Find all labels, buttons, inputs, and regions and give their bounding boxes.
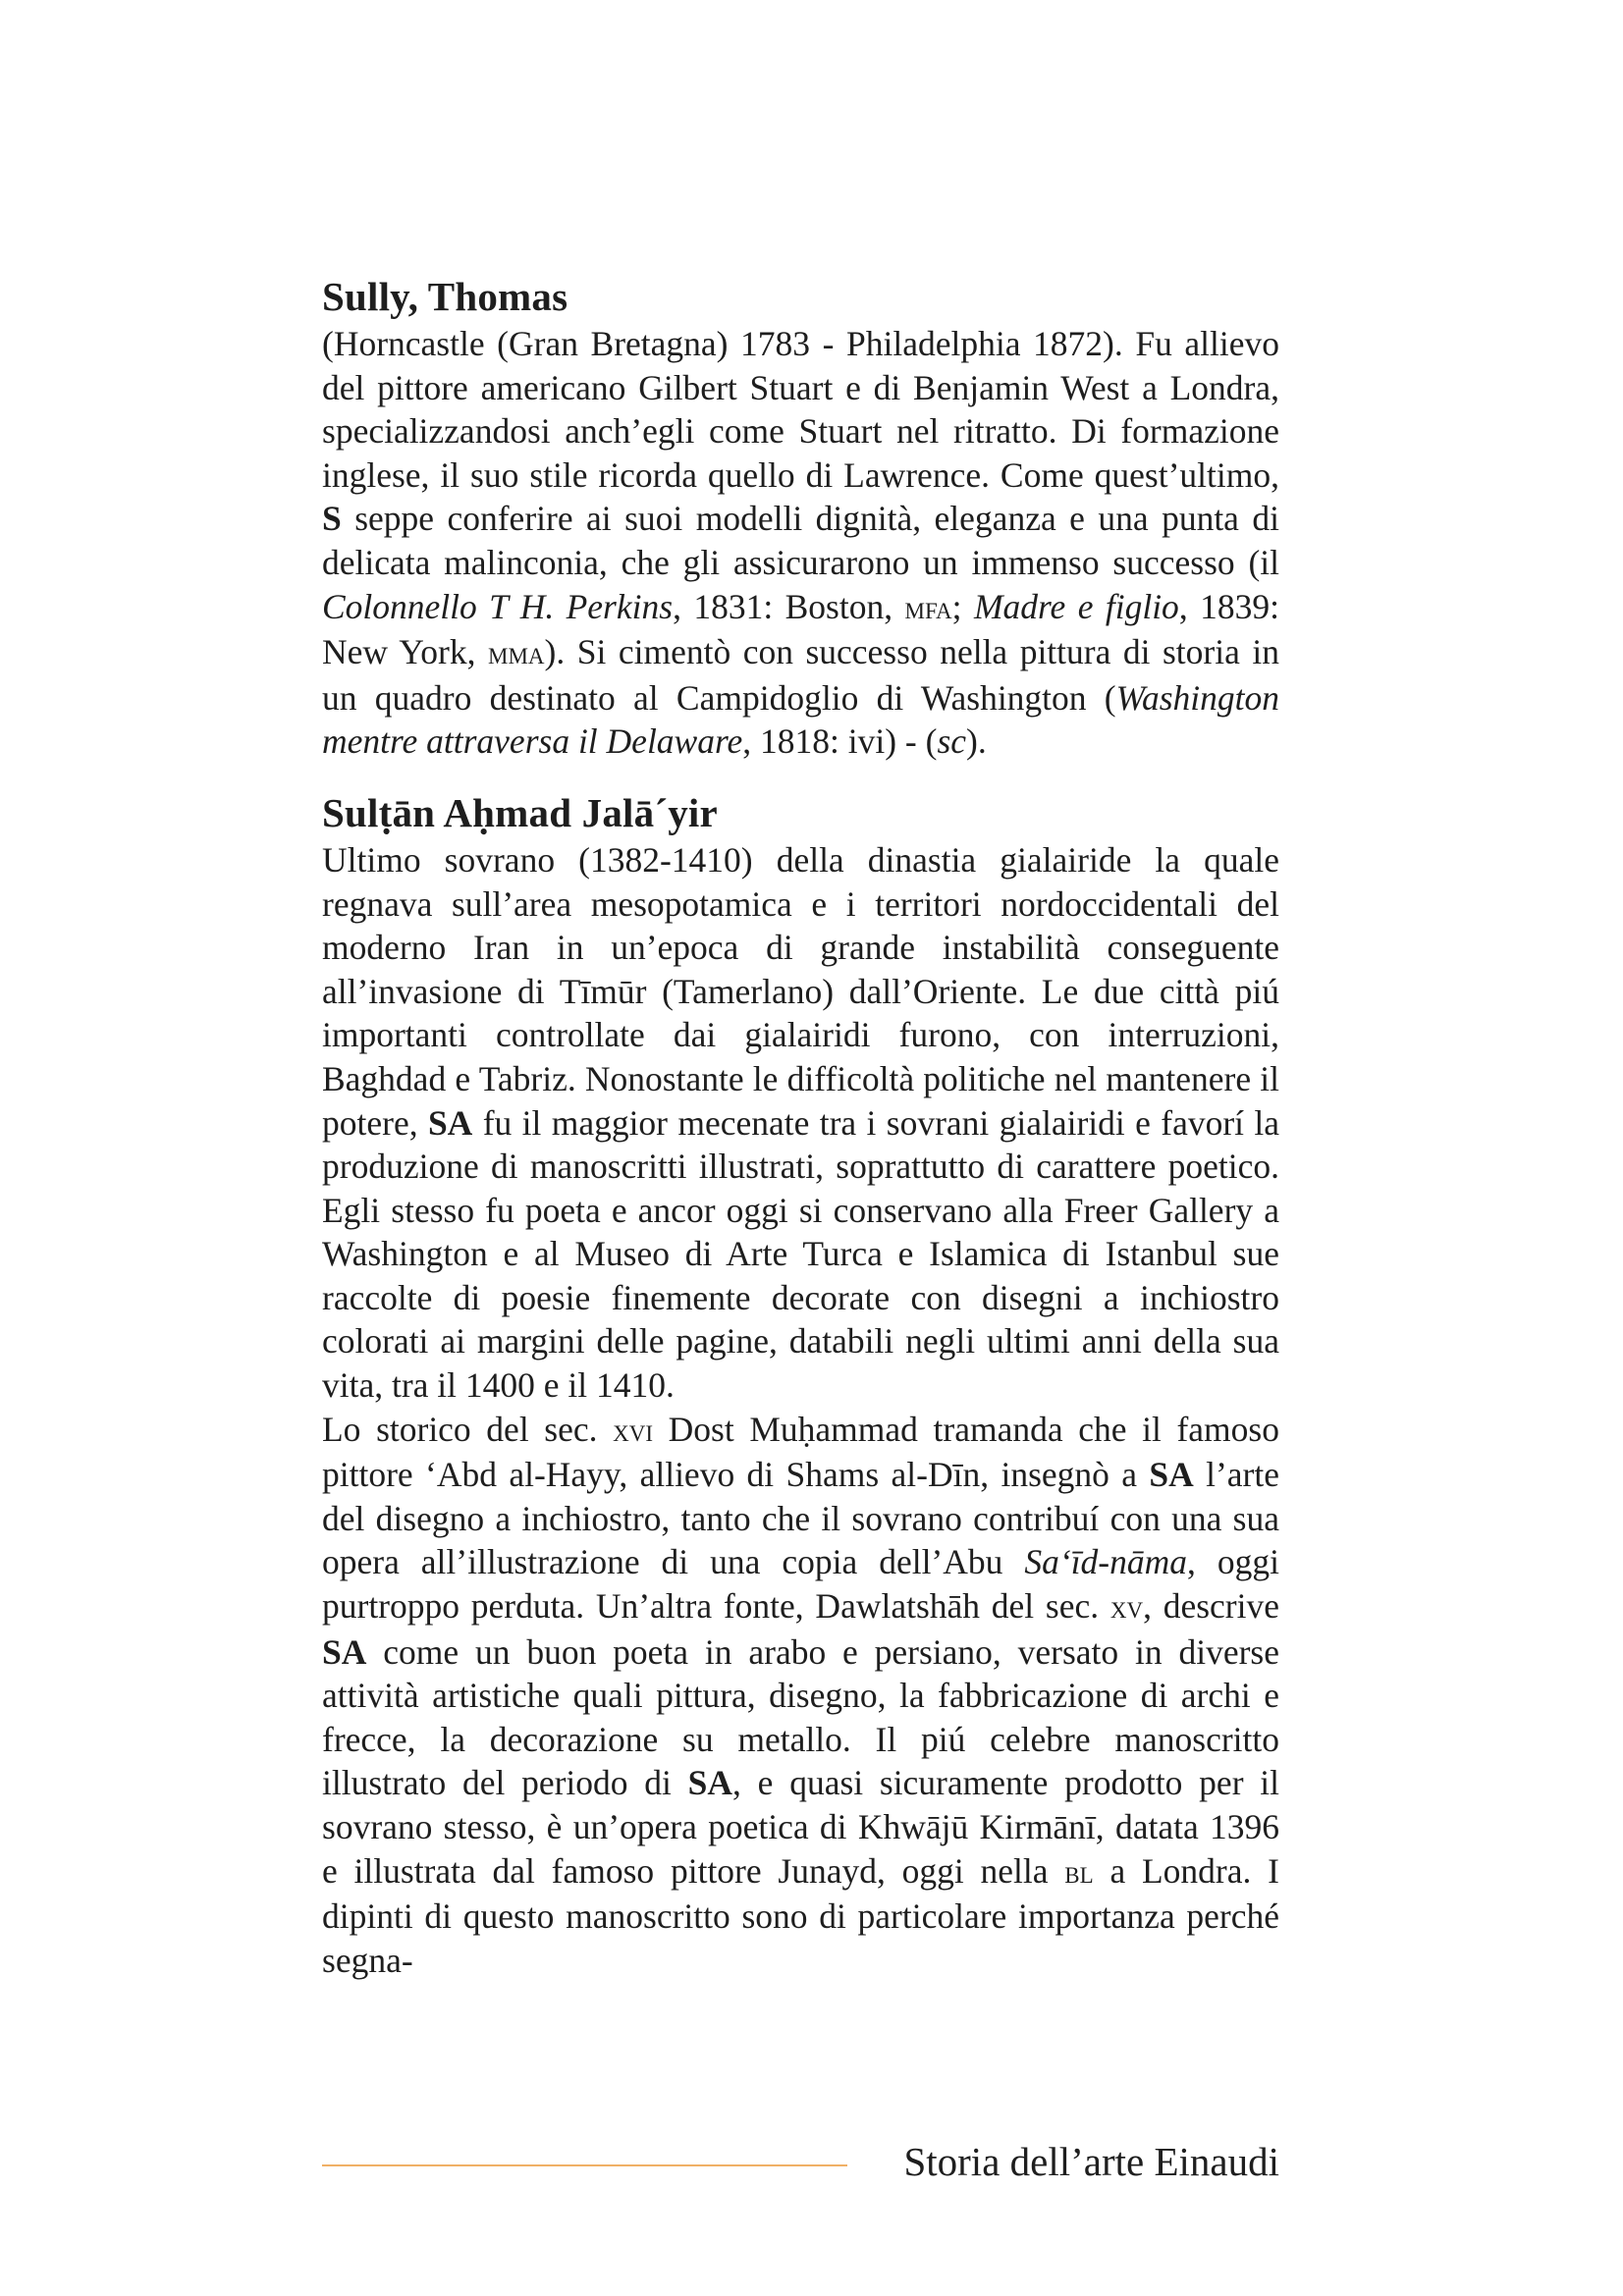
smallcaps-abbrev: bl xyxy=(1064,1854,1094,1891)
footer-publisher: Storia dell’arte Einaudi xyxy=(903,2139,1279,2184)
italic-title: Madre e figlio xyxy=(973,586,1179,626)
text-run: Dost Muḥammad tramanda che il famoso pittore ‘Abd al-Hayy, allievo di Shams al-Dīn, insegnò a xyxy=(322,1409,1279,1495)
text-run: (Horncastle (Gran Bretagna) 1783 - Philadelphia 1872). Fu allievo del pittore americano Gilbert Stuart e di Benjamin West a Londra, specializzandosi anch’egli come Stuart nel ritratto. Di formazione inglese, il suo stile ricorda quello di Lawrence. Come quest’ultimo, xyxy=(322,324,1279,495)
entry-sully-thomas xyxy=(322,273,1279,764)
smallcaps-abbrev: mfa xyxy=(904,590,952,626)
text-run: ). xyxy=(966,721,987,762)
text-run: l’arte del disegno a inchiostro, tanto che il sovrano contribuí con una sua opera all’illustrazione di una copia dell’Abu xyxy=(322,1455,1280,1582)
page-footer xyxy=(322,2095,1279,2184)
smallcaps-abbrev: mma xyxy=(488,636,545,672)
text-run: , 1839: New York, xyxy=(322,586,1279,672)
italic-title: Washington mentre attraversa il Delaware xyxy=(322,677,1279,762)
italic-title: sc xyxy=(937,721,967,762)
entry-title: Sully, Thomas xyxy=(322,274,568,319)
footer-divider xyxy=(322,2164,847,2166)
page-content xyxy=(322,273,1279,2007)
text-run: ). Si cimentò con successo nella pittura di storia in un quadro destinato al Campidoglio di Washington ( xyxy=(322,632,1279,718)
text-run: , oggi purtroppo perduta. Un’altra fonte, Dawlatshāh del sec. xyxy=(322,1542,1279,1627)
bold-abbrev: S xyxy=(322,499,342,539)
text-run: , e quasi sicuramente prodotto per il sovrano stesso, è un’opera poetica di Khwājū Kirmānī, datata 1396 e illustrata dal famoso pittore Junayd, oggi nella xyxy=(322,1763,1279,1891)
italic-title: Sa‘īd-nāma xyxy=(1024,1542,1188,1582)
paragraph xyxy=(322,838,1279,1408)
italic-title: Colonnello T H. Perkins xyxy=(322,586,674,626)
entry-title: Sulṭān Aḥmad Jalā´yir xyxy=(322,789,718,835)
text-run: come un buon poeta in arabo e persiano, versato in diverse attività artistiche quali pittura, disegno, la fabbricazione di archi e frecce, la decorazione su metallo. Il piú celebre manoscritto illustrato del periodo di xyxy=(322,1631,1279,1803)
entry-body xyxy=(322,838,1279,1982)
text-run: a Londra. I dipinti di questo manoscritto sono di particolare importanza perché segna- xyxy=(322,1850,1279,1980)
text-run: Ultimo sovrano (1382-1410) della dinastia gialairide la quale regnava sull’area mesopotamica e i territori nordoccidentali del moderno Iran in un’epoca di grande instabilità conseguente all’invasione di Tīmūr (Tamerlano) dall’Oriente. Le due città piú importanti controllate dai gialairidi furono, con interruzioni, Baghdad e Tabriz. Nonostante le difficoltà politiche nel mantenere il potere, xyxy=(322,839,1279,1143)
text-run: ; xyxy=(951,586,974,626)
text-run: Lo storico del sec. xyxy=(322,1409,614,1449)
text-run: , 1818: ivi) - ( xyxy=(742,721,938,762)
text-run: , 1831: Boston, xyxy=(673,586,905,626)
entry-body xyxy=(322,322,1279,764)
paragraph xyxy=(322,322,1279,764)
bold-abbrev: SA xyxy=(427,1102,473,1143)
bold-abbrev: SA xyxy=(1149,1455,1194,1495)
paragraph xyxy=(322,1408,1279,1983)
text-run: , descrive xyxy=(1143,1586,1279,1627)
smallcaps-abbrev: xvi xyxy=(613,1413,654,1449)
bold-abbrev: SA xyxy=(322,1631,367,1672)
smallcaps-abbrev: xv xyxy=(1109,1590,1144,1627)
entry-sultan-ahmad-jalayir xyxy=(322,789,1279,1982)
text-run: seppe conferire ai suoi modelli dignità, eleganza e una punta di delicata malinconia, che gli assicurarono un immenso successo (il xyxy=(322,499,1279,582)
bold-abbrev: SA xyxy=(687,1763,733,1803)
text-run: fu il maggior mecenate tra i sovrani gialairidi e favorí la produzione di manoscritti illustrati, soprattutto di carattere poetico. Egli stesso fu poeta e ancor oggi si conservano alla Freer Gallery a Washington e al Museo di Arte Turca e Islamica di Istanbul sue raccolte di poesie finemente decorate con disegni a inchiostro colorati ai margini delle pagine, databili negli ultimi anni della sua vita, tra il 1400 e il 1410. xyxy=(322,1102,1279,1406)
